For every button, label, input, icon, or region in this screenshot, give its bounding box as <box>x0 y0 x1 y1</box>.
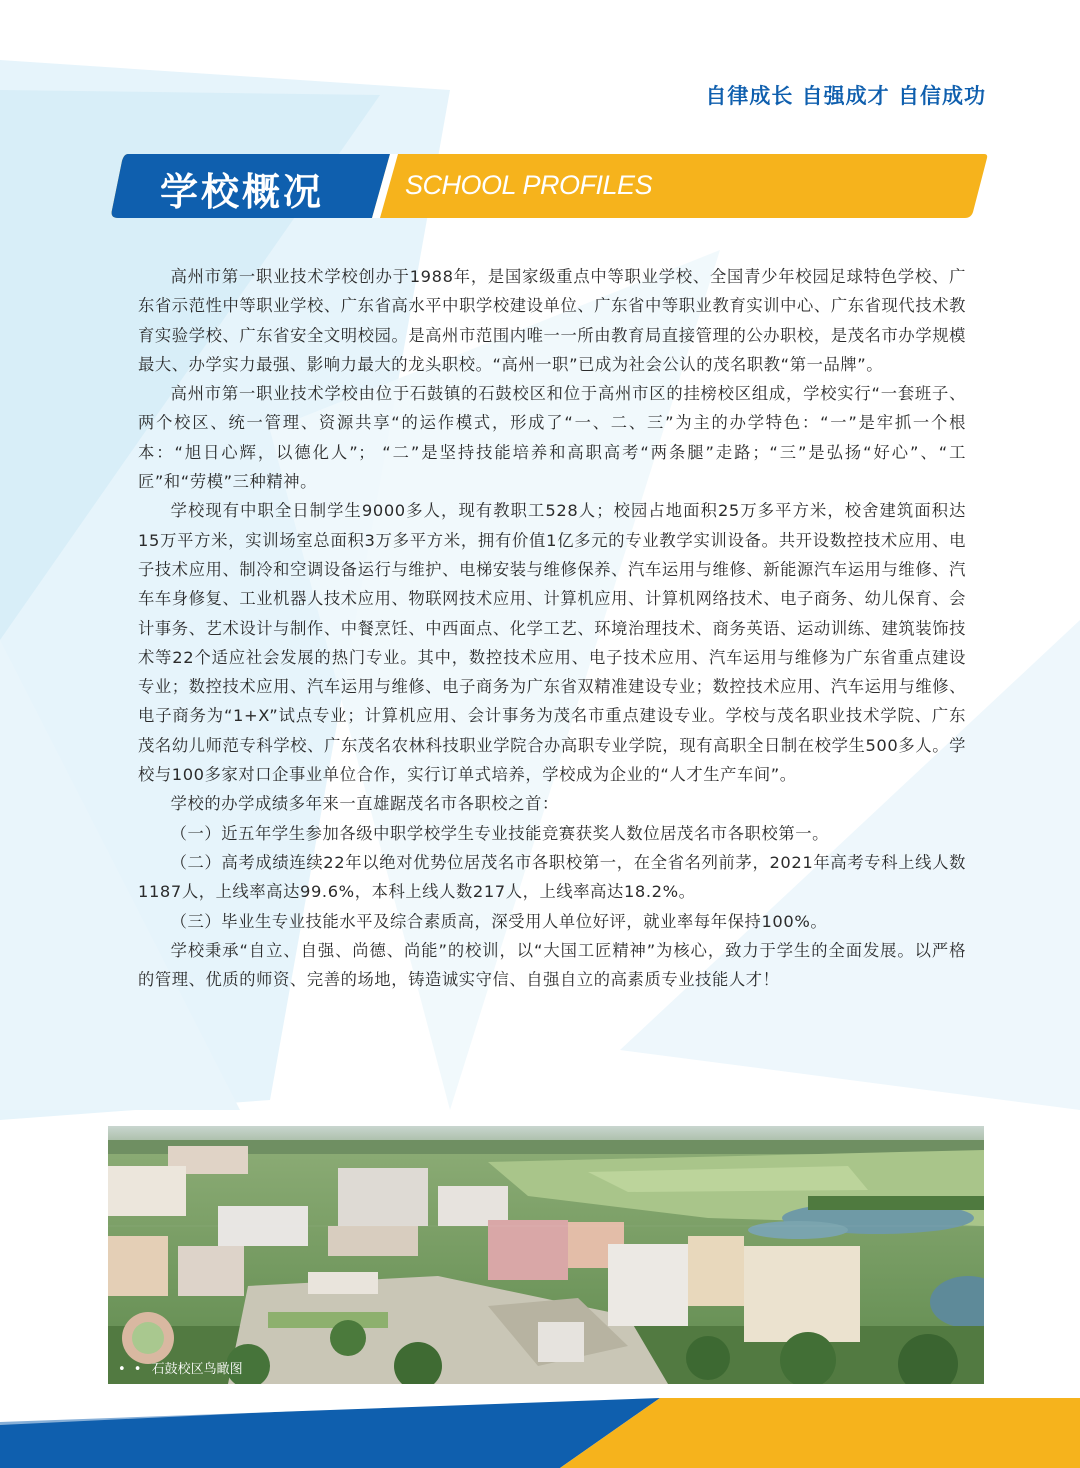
paragraph-campuses: 高州市第一职业技术学校由位于石鼓镇的石鼓校区和位于高州市区的挂榜校区组成，学校实行“一套班子、两个校区、统一管理、资源共享“的运作模式，形成了“一、二、三”为主的办学特色：“一”是牢抓一个根本：“旭日心辉，以德化人”； “二”是坚持技能培养和高职高考“两条腿”走路；“三”是弘扬“好心”、“工匠”和“劳模”三种精神。 <box>138 384 966 492</box>
paragraph-scale: 学校现有中职全日制学生9000多人，现有教职工528人；校园占地面积25万多平方米，校舍建筑面积达15万平方米，实训场室总面积3万多平方米，拥有价值1亿多元的专业教学实训设备。共开设数控技术应用、电子技术应用、制冷和空调设备运行与维护、电梯安装与维修保养、汽车运用与维修、新能源汽车运用与维修、汽车车身修复、工业机器人技术应用、物联网技术应用、计算机应用、计算机网络技术、电子商务、幼儿保育、会计事务、艺术设计与制作、中餐烹饪、中西面点、化学工艺、环境治理技术、商务英语、运动训练、建筑装饰技术等22个适应社会发展的热门专业。其中，数控技术应用、电子技术应用、汽车运用与维修为广东省重点建设专业；数控技术应用、汽车运用与维修、电子商务为广东省双精准建设专业；数控技术应用、汽车运用与维修、电子商务为“1+X”试点专业；计算机应用、会计事务为茂名市重点建设专业。学校与茂名职业技术学院、广东茂名幼儿师范专科学校、广东茂名农林科技职业学院合办高职专业学院，现有高职全日制在校学生500多人。学校与100多家对口企事业单位合作，实行订单式培养，学校成为企业的“人才生产车间”。 <box>138 501 966 785</box>
banner-subtitle: SCHOOL PROFILES <box>405 170 653 200</box>
banner-title: 学校概况 <box>160 170 325 214</box>
photo-caption <box>118 1358 243 1377</box>
achievement-item: （三）毕业生专业技能水平及综合素质高，深受用人单位好评，就业率每年保持100%。 <box>170 911 828 931</box>
paragraph-intro: 高州市第一职业技术学校创办于1988年，是国家级重点中等职业学校、全国青少年校园足球特色学校、广东省示范性中等职业学校、广东省高水平中职学校建设单位、广东省中等职业教育实训中心、广东省现代技术教育实验学校、广东省安全文明校园。是高州市范围内唯一一所由教育局直接管理的公办职校，是茂名市办学规模最大、办学实力最强、影响力最大的龙头职校。“高州一职”已成为社会公认的茂名职教“第一品牌”。 <box>138 267 966 374</box>
profile-text <box>138 262 966 994</box>
caption-text: 石鼓校区鸟瞰图 <box>151 1362 243 1377</box>
achievement-item: （一）近五年学生参加各级中职学校学生专业技能竞赛获奖人数位居茂名市各职校第一。 <box>170 823 829 843</box>
aerial-photo-illustration <box>108 1126 984 1384</box>
school-motto: 自律成长 自强成才 自信成功 <box>705 84 986 108</box>
caption-dots: • • <box>118 1362 144 1377</box>
paragraph-motto: 学校秉承“自立、自强、尚德、尚能”的校训，以“大国工匠精神”为核心，致力于学生的全面发展。以严格的管理、优质的师资、完善的场地，铸造诚实守信、自强自立的高素质专业技能人才！ <box>138 940 966 990</box>
achievement-item: （二）高考成绩连续22年以绝对优势位居茂名市各职校第一，在全省名列前茅，2021年高考专科上线人数1187人，上线率高达99.6%，本科上线人数217人，上线率高达18.2%。 <box>138 852 966 902</box>
paragraph-achievements-lead: 学校的办学成绩多年来一直雄踞茂名市各职校之首： <box>170 794 559 814</box>
footer-stripes <box>0 1398 1080 1468</box>
campus-aerial-photo <box>108 1126 984 1384</box>
section-banner <box>108 154 988 218</box>
